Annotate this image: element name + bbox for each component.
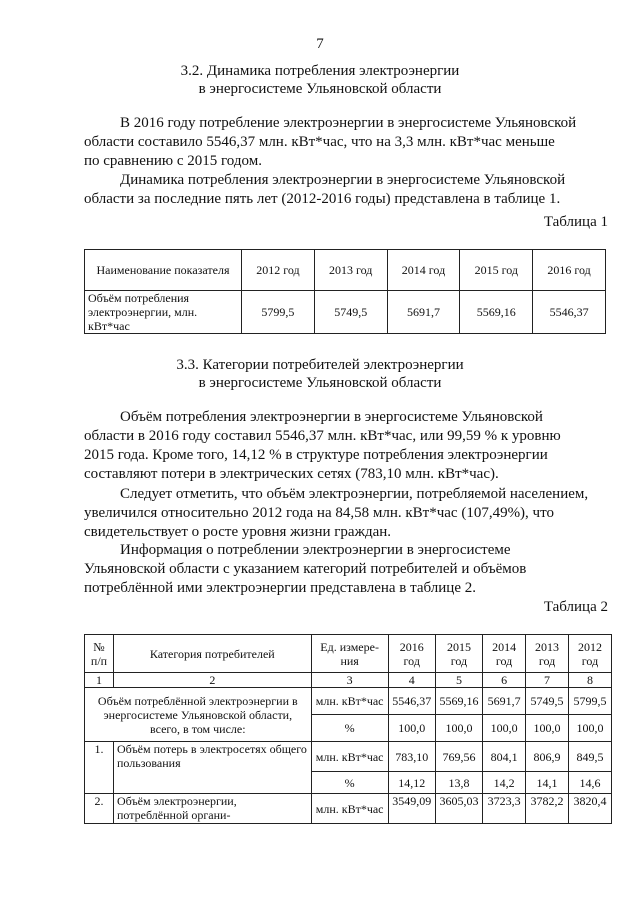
table1-header-row xyxy=(85,250,606,291)
table2-row1-pct-2016: 14,12 xyxy=(388,772,435,794)
table2-caption: Таблица 2 xyxy=(543,599,608,615)
table2-header-2012: 2012 год xyxy=(569,635,612,673)
table1-header-2013: 2013 год xyxy=(314,250,387,291)
table2-row1-2016: 783,10 xyxy=(388,742,435,772)
p1-line3: 2015 года. Кроме того, 14,12 % в структуре потребления электроэнергии xyxy=(84,447,548,463)
table2-header-2015: 2015 год xyxy=(435,635,482,673)
section-3-3-title-line2: в энергосистеме Ульяновской области xyxy=(198,375,442,391)
table2-total-2016: 5546,37 xyxy=(388,688,435,715)
table-row xyxy=(85,742,612,772)
table1-value-2012: 5799,5 xyxy=(242,291,315,334)
table1-header-2016: 2016 год xyxy=(533,250,606,291)
table2-index-6: 6 xyxy=(483,673,526,688)
table1 xyxy=(84,249,606,334)
table2-index-8: 8 xyxy=(569,673,612,688)
table1-header-2012: 2012 год xyxy=(242,250,315,291)
table2-total-pct-2015: 100,0 xyxy=(435,715,482,742)
table2-header-unit: Ед. измере- ния xyxy=(311,635,388,673)
page-number: 7 xyxy=(316,36,324,52)
para1-line3: по сравнению с 2015 годом. xyxy=(84,153,262,169)
section-3-2-title-line1: 3.2. Динамика потребления электроэнергии xyxy=(180,63,460,79)
table2-row2-number: 2. xyxy=(85,794,114,824)
table2-row1-2015: 769,56 xyxy=(435,742,482,772)
table2-row2-label: Объём электроэнергии, потреблённой органи- xyxy=(114,794,312,824)
p2-line3: свидетельствует о росте уровня жизни граждан. xyxy=(84,524,392,540)
table2-header-category: Категория потребителей xyxy=(114,635,312,673)
table-row xyxy=(85,688,612,715)
section-3-2-title-line2: в энергосистеме Ульяновской области xyxy=(198,81,442,97)
table-row xyxy=(85,794,612,824)
table1-header-2015: 2015 год xyxy=(460,250,533,291)
table2-index-row xyxy=(85,673,612,688)
paragraph-volume-2016 xyxy=(84,408,604,484)
table2-total-label: Объём потреблённой электроэнергии в энергосистеме Ульяновской области, всего, в том числе: xyxy=(85,688,312,742)
table2-row1-2013: 806,9 xyxy=(526,742,569,772)
table-row xyxy=(85,291,606,334)
table2-header-2016: 2016 год xyxy=(388,635,435,673)
table2-row2-2013: 3782,2 xyxy=(526,794,569,824)
table1-value-2013: 5749,5 xyxy=(314,291,387,334)
table2-row1-unit-mwh: млн. кВт*час xyxy=(311,742,388,772)
table2-total-pct-2016: 100,0 xyxy=(388,715,435,742)
table2-row1-label: Объём потерь в электросетях общего пользования xyxy=(114,742,312,794)
table2 xyxy=(84,634,612,824)
table2-row1-number: 1. xyxy=(85,742,114,794)
table1-value-2016: 5546,37 xyxy=(533,291,606,334)
table2-total-pct-2012: 100,0 xyxy=(569,715,612,742)
table2-total-2014: 5691,7 xyxy=(483,688,526,715)
table2-total-2013: 5749,5 xyxy=(526,688,569,715)
table2-row2-2012: 3820,4 xyxy=(569,794,612,824)
section-3-2-title xyxy=(0,62,640,98)
table2-header-2014: 2014 год xyxy=(483,635,526,673)
table1-caption: Таблица 1 xyxy=(543,214,608,230)
para1-line1: В 2016 году потребление электроэнергии в энергосистеме Ульяновской xyxy=(120,115,577,131)
p1-line4: составляют потери в электрических сетях (783,10 млн. кВт*час). xyxy=(84,466,499,482)
table2-row1-2012: 849,5 xyxy=(569,742,612,772)
table2-total-pct-2013: 100,0 xyxy=(526,715,569,742)
table1-header-2014: 2014 год xyxy=(387,250,460,291)
table2-row1-2014: 804,1 xyxy=(483,742,526,772)
table2-index-5: 5 xyxy=(435,673,482,688)
section-3-3-title-line1: 3.3. Категории потребителей электроэнергии xyxy=(176,357,464,373)
p2-line1: Следует отметить, что объём электроэнергии, потребляемой населением, xyxy=(120,486,589,502)
table2-index-3: 3 xyxy=(311,673,388,688)
p3-line3: потреблённой ими электроэнергии представлена в таблице 2. xyxy=(84,580,476,596)
p3-line2: Ульяновской области с указанием категорий потребителей и объёмов xyxy=(84,561,527,577)
table2-index-1: 1 xyxy=(85,673,114,688)
table2-total-unit-percent: % xyxy=(311,715,388,742)
p2-line2: увеличился относительно 2012 года на 84,58 млн. кВт*час (107,49%), что xyxy=(84,505,554,521)
table2-row1-unit-percent: % xyxy=(311,772,388,794)
table2-row1-pct-2012: 14,6 xyxy=(569,772,612,794)
table1-header-indicator: Наименование показателя xyxy=(85,250,242,291)
para2-line1: Динамика потребления электроэнергии в энергосистеме Ульяновской xyxy=(120,172,566,188)
p1-line1: Объём потребления электроэнергии в энергосистеме Ульяновской xyxy=(120,409,543,425)
table2-index-4: 4 xyxy=(388,673,435,688)
paragraph-information xyxy=(84,541,604,598)
table2-row1-pct-2014: 14,2 xyxy=(483,772,526,794)
table2-row2-2016: 3549,09 xyxy=(388,794,435,824)
table2-total-unit-mwh: млн. кВт*час xyxy=(311,688,388,715)
table2-header-row xyxy=(85,635,612,673)
para1-line2: области составило 5546,37 млн. кВт*час, что на 3,3 млн. кВт*час меньше xyxy=(84,134,555,150)
paragraph-population xyxy=(84,485,604,542)
p3-line1: Информация о потреблении электроэнергии в энергосистеме xyxy=(120,542,511,558)
section-3-3-title xyxy=(0,356,640,392)
table1-row-label: Объём потребления электроэнергии, млн. кВт*час xyxy=(85,291,242,334)
para2-line2: области за последние пять лет (2012-2016 годы) представлена в таблице 1. xyxy=(84,191,561,207)
table2-total-2012: 5799,5 xyxy=(569,688,612,715)
paragraph-consumption-2016 xyxy=(84,114,604,171)
p1-line2: области в 2016 году составил 5546,37 млн. кВт*час, или 99,59 % к уровню xyxy=(84,428,561,444)
table1-value-2014: 5691,7 xyxy=(387,291,460,334)
table2-header-2013: 2013 год xyxy=(526,635,569,673)
table2-row1-pct-2013: 14,1 xyxy=(526,772,569,794)
table2-row2-2014: 3723,3 xyxy=(483,794,526,824)
table2-row2-unit-mwh: млн. кВт*час xyxy=(311,794,388,824)
table2-index-2: 2 xyxy=(114,673,312,688)
table2-row1-pct-2015: 13,8 xyxy=(435,772,482,794)
table2-header-number: № п/п xyxy=(85,635,114,673)
table2-index-7: 7 xyxy=(526,673,569,688)
table1-value-2015: 5569,16 xyxy=(460,291,533,334)
table2-row2-2015: 3605,03 xyxy=(435,794,482,824)
paragraph-dynamics xyxy=(84,171,604,209)
table2-total-pct-2014: 100,0 xyxy=(483,715,526,742)
table2-total-2015: 5569,16 xyxy=(435,688,482,715)
